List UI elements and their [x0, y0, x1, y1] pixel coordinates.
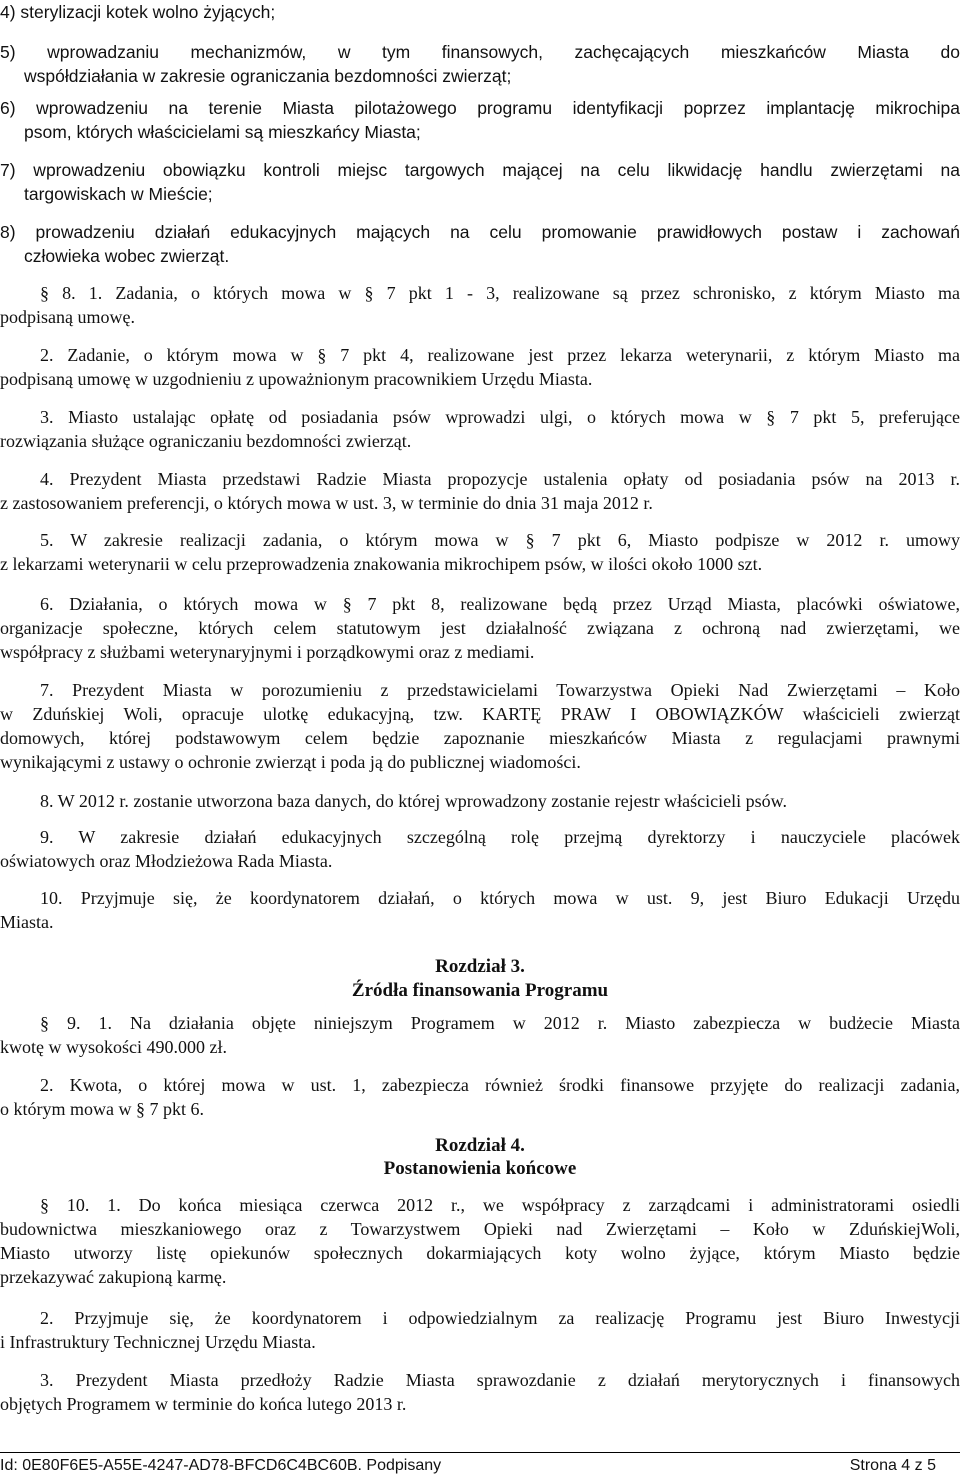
- list-item-6: 6) wprowadzeniu na terenie Miasta pilotażowego programu identyfikacji poprzez implantację mikrochipa psom, których właścicielami są mieszkańcy Miasta;: [0, 98, 960, 142]
- chapter-3-subtitle: Źródła finansowania Programu: [351, 980, 609, 1001]
- paragraph-8-2: 2. Zadanie, o którym mowa w § 7 pkt 4, realizowane jest przez lekarza weterynarii, z którym Miasto ma podpisaną umowę w uzgodnieniu z upoważnionym pracownikiem Urzędu Miasta.: [0, 345, 960, 389]
- paragraph-9-2: 2. Kwota, o której mowa w ust. 1, zabezpiecza również środki finansowe przyjęte do realizacji zadania, o którym mowa w § 7 pkt 6.: [0, 1075, 960, 1119]
- paragraph-10-1: § 10. 1. Do końca miesiąca czerwca 2012 r., we współpracy z zarządcami i administratorami osiedli budownictwa mieszkaniowego oraz z Towarzystwem Opieki nad Zwierzętami – Koło w ZduńskiejWoli, Miasto utworzy listę opiekunów społecznych dokarmiających koty wolno żyjące, którym Miasto będzie przekazywać zakupioną karmę.: [0, 1195, 960, 1287]
- paragraph-8-3: 3. Miasto ustalając opłatę od posiadania psów wprowadzi ulgi, o których mowa w § 7 pkt 5, preferujące rozwiązania służące ograniczaniu bezdomności zwierząt.: [0, 407, 960, 451]
- paragraph-8-6: 6. Działania, o których mowa w § 7 pkt 8, realizowane będą przez Urząd Miasta, placówki oświatowe, organizacje społeczne, których celem statutowym jest działalność związana z ochroną nad zwierzętami, we współpracy z służbami weterynaryjnymi i porządkowymi oraz z mediami.: [0, 594, 960, 662]
- paragraph-10-3: 3. Prezydent Miasta przedłoży Radzie Miasta sprawozdanie z działań merytorycznych i finansowych objętych Programem w terminie do końca lutego 2013 r.: [0, 1370, 960, 1414]
- paragraph-8-5: 5. W zakresie realizacji zadania, o którym mowa w § 7 pkt 6, Miasto podpisze w 2012 r. umowy z lekarzami weterynarii w celu przeprowadzenia znakowania mikrochipem psów, w ilości około 1000 szt.: [0, 530, 960, 574]
- paragraph-10-2: 2. Przyjmuje się, że koordynatorem i odpowiedzialnym za realizację Programu jest Biuro Inwestycji i Infrastruktury Technicznej Urzędu Miasta.: [0, 1308, 960, 1352]
- chapter-3-title: Rozdział 3.: [435, 956, 525, 977]
- page-footer: [0, 1452, 960, 1479]
- paragraph-8-7: 7. Prezydent Miasta w porozumieniu z przedstawicielami Towarzystwa Opieki Nad Zwierzętami – Koło w Zduńskiej Woli, opracuje ulotkę edukacyjną, tzw. KARTĘ PRAW I OBOWIĄZKÓW właścicieli zwierząt domowych, której podstawowym celem będzie zapoznanie mieszkańców Miasta z regulacjami prawnymi wynikającymi z ustawy o ochronie zwierząt i poda ją do publicznej wiadomości.: [0, 680, 960, 772]
- paragraph-9-1: § 9. 1. Na działania objęte niniejszym Programem w 2012 r. Miasto zabezpiecza w budżecie Miasta kwotę w wysokości 490.000 zł.: [0, 1013, 960, 1057]
- chapter-4-title: Rozdział 4.: [435, 1135, 525, 1156]
- paragraph-8-4: 4. Prezydent Miasta przedstawi Radzie Miasta propozycje ustalenia opłaty od posiadania psów na 2013 r. z zastosowaniem preferencji, o których mowa w ust. 3, w terminie do dnia 31 maja 2012 r.: [0, 469, 960, 513]
- paragraph-8-10: 10. Przyjmuje się, że koordynatorem działań, o których mowa w ust. 9, jest Biuro Edukacji Urzędu Miasta.: [0, 888, 960, 932]
- list-item-4: 4) sterylizacji kotek wolno żyjących;: [0, 2, 276, 22]
- paragraph-8-1: § 8. 1. Zadania, o których mowa w § 7 pkt 1 - 3, realizowane są przez schronisko, z którym Miasto ma podpisaną umowę.: [0, 283, 960, 327]
- paragraph-8-9: 9. W zakresie działań edukacyjnych szczególną rolę przejmą dyrektorzy i nauczyciele placówek oświatowych oraz Młodzieżowa Rada Miasta.: [0, 827, 960, 871]
- chapter-4-subtitle: Postanowienia końcowe: [383, 1158, 577, 1179]
- page-number: Strona 4 z 5: [849, 1457, 936, 1474]
- document-id: Id: 0E80F6E5-A55E-4247-AD78-BFCD6C4BC60B. Podpisany: [0, 1457, 442, 1474]
- paragraph-8-8: 8. W 2012 r. zostanie utworzona baza danych, do której wprowadzony zostanie rejestr właścicieli psów.: [40, 791, 787, 811]
- list-item-5: 5) wprowadzaniu mechanizmów, w tym finansowych, zachęcających mieszkańców Miasta do współdziałania w zakresie ograniczania bezdomności zwierząt;: [0, 42, 960, 86]
- list-item-7: 7) wprowadzeniu obowiązku kontroli miejsc targowych mającej na celu likwidację handlu zwierzętami na targowiskach w Mieście;: [0, 160, 960, 204]
- list-item-8: 8) prowadzeniu działań edukacyjnych mających na celu promowanie prawidłowych postaw i zachowań człowieka wobec zwierząt.: [0, 222, 960, 266]
